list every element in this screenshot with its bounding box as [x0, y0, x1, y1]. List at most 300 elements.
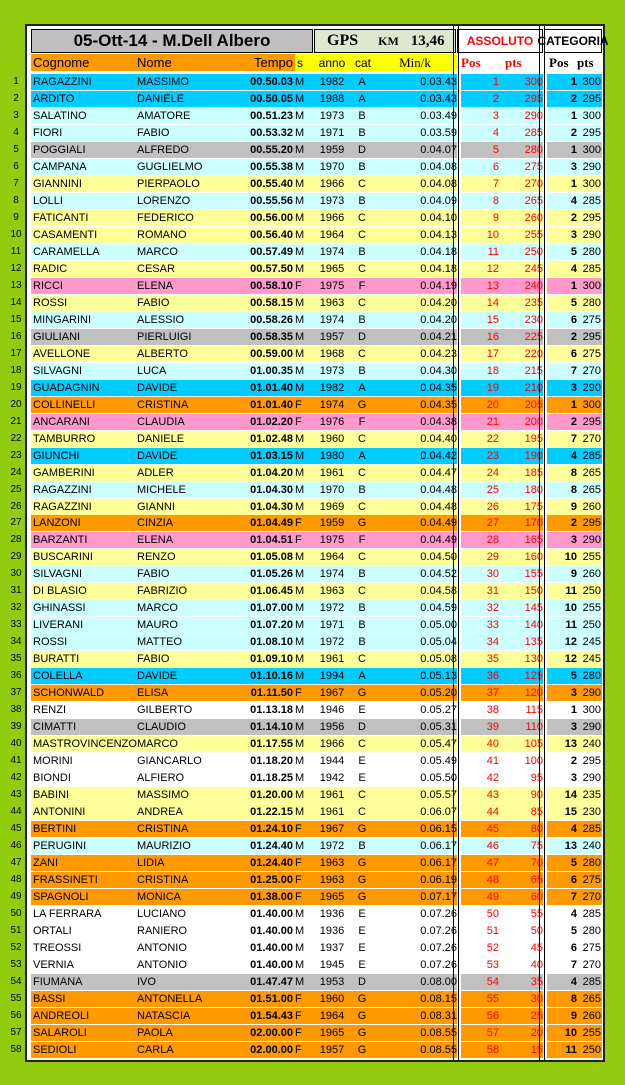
pts-cell: 180	[524, 483, 543, 496]
cat-pos-cell: 12	[564, 653, 577, 666]
row-number: 52	[10, 941, 22, 953]
pos-cell: 42	[486, 772, 499, 785]
sesso-cell: F	[295, 517, 302, 530]
tempo-cell: 01.24.10	[250, 823, 293, 836]
pos-cell: 11	[487, 245, 499, 258]
cognome-cell: FIORI	[33, 126, 63, 139]
col-sesso: s	[295, 54, 311, 71]
sesso-cell: F	[295, 687, 302, 700]
pos-cell: 41	[486, 755, 499, 768]
pos-cell: 10	[486, 228, 499, 241]
tempo-cell: 00.57.50	[250, 262, 293, 275]
pos-cell: 31	[486, 585, 499, 598]
tempo-cell: 01.18.25	[250, 772, 293, 785]
cat-pos-cell: 14	[564, 789, 577, 802]
sesso-cell: M	[295, 330, 305, 343]
pts-cell: 185	[524, 466, 543, 479]
cat-cell: D	[358, 721, 366, 734]
cat-pts-cell: 300	[582, 76, 601, 88]
nome-cell: FABIO	[137, 568, 170, 581]
pts-cell: 110	[525, 721, 543, 734]
tempo-cell: 01.51.00	[250, 992, 293, 1005]
tempo-cell: 00.58.10	[250, 279, 293, 292]
cat-cell: C	[358, 347, 366, 360]
cat-cell: A	[358, 92, 366, 105]
pts-cell: 225	[524, 330, 543, 343]
tempo-cell: 01.20.00	[250, 789, 293, 802]
cat-pts-cell: 285	[582, 908, 601, 921]
mink-cell: 0.05.31	[420, 721, 457, 734]
cat-pos-cell: 7	[570, 364, 577, 377]
mink-cell: 0.03.59	[420, 126, 457, 139]
cat-cell: C	[358, 738, 366, 751]
cat-pos-cell: 7	[570, 432, 577, 445]
table-row	[10, 787, 602, 803]
sesso-cell: M	[295, 126, 305, 139]
sesso-cell: M	[295, 364, 305, 377]
cat-cell: B	[358, 364, 366, 377]
row-number: 27	[10, 517, 22, 529]
cognome-cell: RAGAZZINI	[33, 500, 92, 513]
cat-pts-cell: 290	[582, 687, 601, 700]
pos-cell: 35	[486, 653, 499, 666]
table-row	[13, 125, 602, 141]
mink-cell: 0.03.43	[420, 92, 457, 105]
cat-cell: B	[358, 619, 366, 632]
categoria-header: CATEGORIA	[544, 29, 602, 53]
cognome-cell: ANCARANI	[33, 415, 90, 428]
cat-cell: B	[358, 313, 366, 326]
km-value: 13,46	[410, 32, 445, 49]
pos-cell: 9	[492, 211, 499, 224]
cat-pos-cell: 11	[565, 619, 577, 632]
sesso-cell: M	[295, 721, 305, 734]
pts-cell: 160	[524, 551, 543, 564]
table-row	[10, 736, 602, 752]
table-row	[10, 227, 602, 243]
cat-pos-cell: 2	[570, 415, 577, 428]
cat-pts-cell: 270	[582, 958, 601, 971]
cat-cell: C	[358, 585, 366, 598]
row-number: 44	[10, 806, 22, 818]
nome-cell: FABIO	[137, 126, 170, 139]
cat-cell: E	[358, 958, 366, 971]
nome-cell: GUGLIELMO	[137, 160, 203, 173]
cat-pos-cell: 1	[570, 279, 577, 292]
cat-pts-cell: 260	[582, 1009, 601, 1022]
cognome-cell: BASSI	[33, 992, 66, 1005]
cognome-cell: CAMPANA	[33, 160, 87, 173]
cognome-cell: MINGARINI	[33, 313, 92, 326]
row-number: 40	[10, 738, 22, 750]
anno-cell: 1959	[319, 143, 345, 156]
mink-cell: 0.04.08	[420, 177, 457, 190]
table-row	[10, 549, 602, 565]
sesso-cell: M	[295, 840, 305, 853]
cat-pos-cell: 3	[570, 381, 577, 394]
pos-cell: 38	[486, 704, 499, 717]
cat-cell: B	[358, 126, 366, 139]
cat-cell: G	[357, 1009, 367, 1022]
table-row	[10, 991, 602, 1007]
tempo-cell: 01.13.18	[250, 704, 293, 717]
cat-cell: C	[358, 432, 366, 445]
sesso-cell: F	[295, 279, 302, 292]
anno-cell: 1994	[319, 670, 345, 683]
cat-pos-cell: 5	[570, 857, 577, 870]
cat-cell: A	[358, 449, 366, 462]
cat-pts-cell: 260	[582, 500, 601, 513]
mink-cell: 0.04.50	[420, 551, 457, 564]
cognome-cell: RENZI	[33, 704, 66, 717]
sesso-cell: M	[295, 228, 305, 241]
cat-cell: D	[358, 975, 366, 988]
cognome-cell: SCHONWALD	[33, 687, 105, 700]
table-row	[10, 770, 602, 786]
pts-cell: 245	[524, 262, 543, 275]
cat-pos-cell: 13	[564, 840, 577, 853]
anno-cell: 1944	[319, 755, 345, 768]
table-row	[10, 312, 602, 328]
nome-cell: CLAUDIA	[137, 415, 185, 428]
tempo-cell: 01.04.30	[250, 483, 293, 496]
pts-cell: 210	[524, 381, 543, 394]
cat-cell: G	[357, 891, 367, 904]
cat-cell: E	[358, 772, 366, 785]
sesso-cell: M	[295, 347, 305, 360]
sesso-cell: M	[295, 211, 305, 224]
sesso-cell: M	[295, 908, 305, 921]
pts-cell: 195	[524, 432, 543, 445]
cat-pos-cell: 4	[570, 449, 577, 462]
cat-pos-cell: 12	[564, 636, 577, 649]
cognome-cell: RAGAZZINI	[33, 76, 92, 88]
cat-pos-cell: 3	[570, 534, 577, 547]
sesso-cell: F	[295, 857, 302, 870]
sesso-cell: M	[295, 568, 305, 581]
cat-cell: B	[358, 602, 366, 615]
table-row	[10, 499, 602, 515]
pts-cell: 215	[524, 364, 543, 377]
cat-cell: B	[358, 568, 366, 581]
cat-cell: A	[358, 670, 366, 683]
mink-cell: 0.04.47	[420, 466, 457, 479]
cat-cell: E	[358, 941, 366, 954]
pos-cell: 21	[486, 415, 499, 428]
cat-cell: F	[358, 534, 366, 547]
pts-cell: 145	[524, 602, 543, 615]
mink-cell: 0.06.07	[420, 806, 457, 819]
tempo-cell: 01.09.10	[250, 653, 293, 666]
table-row	[10, 753, 602, 769]
cat-pos-cell: 10	[564, 551, 577, 564]
sesso-cell: M	[295, 296, 305, 309]
sesso-cell: M	[295, 432, 305, 445]
pos-cell: 6	[492, 160, 499, 173]
cat-cell: C	[358, 551, 366, 564]
nome-cell: ADLER	[137, 466, 174, 479]
tempo-cell: 00.55.38	[250, 160, 293, 173]
pts-cell: 290	[524, 109, 543, 122]
pts-cell: 95	[530, 772, 543, 785]
table-row	[13, 142, 602, 158]
cognome-cell: LIVERANI	[33, 619, 84, 632]
cat-cell: B	[358, 109, 366, 122]
tempo-cell: 01.08.10	[250, 636, 293, 649]
table-row	[10, 889, 602, 905]
table-row	[10, 380, 602, 396]
row-number: 33	[10, 619, 22, 631]
anno-cell: 1971	[319, 619, 345, 632]
cat-pts-cell: 295	[582, 92, 601, 105]
nome-cell: CARLA	[137, 1043, 174, 1056]
table-row	[10, 855, 602, 871]
cat-pts-cell: 275	[582, 347, 601, 360]
pts-cell: 255	[524, 228, 543, 241]
anno-cell: 1980	[319, 449, 345, 462]
pos-cell: 4	[492, 126, 499, 139]
cat-pos-cell: 6	[570, 347, 577, 360]
tempo-cell: 01.24.40	[250, 857, 293, 870]
cat-cell: C	[358, 789, 366, 802]
mink-cell: 0.04.08	[420, 160, 457, 173]
cat-pos-cell: 11	[565, 585, 577, 598]
cognome-cell: MASTROVINCENZO	[33, 738, 137, 751]
mink-cell: 0.04.18	[420, 245, 457, 258]
nome-cell: ROMANO	[137, 228, 187, 241]
cognome-cell: LA FERRARA	[33, 908, 102, 921]
mink-cell: 0.07.26	[420, 958, 457, 971]
sesso-cell: F	[295, 823, 302, 836]
pts-cell: 55	[530, 908, 543, 921]
mink-cell: 0.04.35	[420, 381, 457, 394]
cat-cell: C	[358, 296, 366, 309]
pos-cell: 29	[486, 551, 499, 564]
pts-cell: 295	[524, 92, 543, 105]
tempo-cell: 00.50.03	[250, 76, 293, 88]
row-number: 5	[13, 143, 19, 155]
table-row	[13, 210, 602, 226]
cat-pts-cell: 290	[582, 160, 601, 173]
pos-cell: 53	[486, 958, 499, 971]
sesso-cell: M	[295, 262, 305, 275]
tempo-cell: 00.51.23	[250, 109, 293, 122]
table-row	[13, 159, 602, 175]
cat-cell: G	[357, 687, 367, 700]
mink-cell: 0.05.20	[420, 687, 457, 700]
pts-cell: 125	[524, 670, 543, 683]
pos-cell: 54	[486, 975, 499, 988]
table-row	[10, 515, 602, 531]
pos-cell: 51	[486, 925, 499, 937]
anno-cell: 1963	[319, 296, 345, 309]
cat-pos-cell: 15	[564, 806, 577, 819]
table-row	[10, 566, 602, 582]
pts-cell: 30	[530, 992, 543, 1005]
cat-pts-cell: 275	[582, 941, 601, 954]
tempo-cell: 01.05.26	[250, 568, 293, 581]
pos-cell: 12	[486, 262, 499, 275]
sesso-cell: M	[295, 704, 305, 717]
anno-cell: 1974	[319, 313, 345, 326]
nome-cell: ELENA	[137, 534, 174, 547]
cat-pos-cell: 10	[564, 1026, 577, 1039]
pos-cell: 52	[486, 941, 499, 954]
cognome-cell: SILVAGNI	[33, 568, 83, 581]
cognome-cell: COLELLA	[33, 670, 83, 683]
cognome-cell: COLLINELLI	[33, 398, 96, 411]
pts-cell: 250	[524, 245, 543, 258]
cognome-cell: GUADAGNIN	[33, 381, 100, 394]
mink-cell: 0.05.27	[420, 704, 457, 717]
cat-pts-cell: 265	[582, 992, 601, 1005]
cognome-cell: BIONDI	[33, 772, 71, 785]
pos-cell: 19	[486, 381, 499, 394]
cat-cell: G	[357, 823, 367, 836]
anno-cell: 1956	[319, 721, 345, 734]
cat-pts-cell: 285	[582, 449, 601, 462]
tempo-cell: 02.00.00	[250, 1026, 293, 1039]
table-row	[10, 278, 602, 294]
table-row	[10, 651, 602, 667]
sesso-cell: M	[295, 602, 305, 615]
pos-cell: 22	[486, 432, 499, 445]
cat-cell: C	[358, 262, 366, 275]
cat-pts-cell: 285	[582, 823, 601, 836]
col-cat-pts: pts	[577, 54, 594, 70]
tempo-cell: 01.22.15	[250, 806, 293, 819]
anno-cell: 1957	[319, 1043, 345, 1056]
sesso-cell: M	[295, 76, 305, 88]
cat-pos-cell: 6	[570, 941, 577, 954]
table-row	[10, 583, 602, 599]
sesso-cell: M	[295, 636, 305, 649]
cognome-cell: TAMBURRO	[33, 432, 96, 445]
tempo-cell: 01.40.00	[250, 941, 293, 954]
pts-cell: 90	[530, 789, 543, 802]
cat-pts-cell: 290	[582, 534, 601, 547]
nome-cell: RENZO	[137, 551, 176, 564]
anno-cell: 1967	[319, 823, 345, 836]
pts-cell: 165	[524, 534, 543, 547]
cognome-cell: SALAROLI	[33, 1026, 87, 1039]
cat-pts-cell: 250	[582, 619, 601, 632]
cat-pos-cell: 10	[564, 602, 577, 615]
pts-cell: 25	[530, 1009, 543, 1022]
row-number: 9	[13, 211, 19, 223]
tempo-cell: 01.47.47	[250, 975, 293, 988]
anno-cell: 1965	[319, 1026, 345, 1039]
col-pos: Pos	[461, 54, 481, 70]
row-number: 49	[10, 891, 22, 903]
sesso-cell: M	[295, 245, 305, 258]
tempo-cell: 00.53.32	[250, 126, 293, 139]
sesso-cell: M	[295, 194, 305, 207]
pos-cell: 45	[486, 823, 499, 836]
race-title: 05-Ott-14 - M.Dell Albero	[31, 29, 313, 53]
row-number: 24	[10, 466, 22, 478]
cat-pos-cell: 4	[570, 908, 577, 921]
tempo-cell: 00.58.26	[250, 313, 293, 326]
cognome-cell: SILVAGNI	[33, 364, 83, 377]
sesso-cell: M	[295, 670, 305, 683]
tempo-cell: 00.56.40	[250, 228, 293, 241]
sesso-cell: M	[295, 755, 305, 768]
cat-pos-cell: 3	[570, 721, 577, 734]
anno-cell: 1966	[319, 211, 345, 224]
cat-pos-cell: 2	[570, 211, 577, 224]
mink-cell: 0.05.49	[420, 755, 457, 768]
anno-cell: 1964	[319, 551, 345, 564]
tempo-cell: 01.07.00	[250, 602, 293, 615]
mink-cell: 0.04.23	[420, 347, 457, 360]
tempo-cell: 01.14.10	[250, 721, 293, 734]
row-number: 15	[10, 313, 22, 325]
cat-cell: G	[357, 517, 367, 530]
mink-cell: 0.04.49	[420, 517, 457, 530]
nome-cell: ALFREDO	[137, 143, 189, 156]
mink-cell: 0.04.10	[420, 211, 457, 224]
table-row	[10, 872, 602, 888]
cat-pts-cell: 275	[582, 874, 601, 887]
nome-cell: MARCO	[137, 245, 178, 258]
cognome-cell: CIMATTI	[33, 721, 77, 734]
results-sheet	[10, 24, 609, 1062]
sesso-cell: F	[295, 415, 302, 428]
nome-cell: DAVIDE	[137, 381, 178, 394]
sesso-cell: M	[295, 551, 305, 564]
tempo-cell: 00.50.05	[250, 92, 293, 105]
table-row	[10, 363, 602, 379]
assoluto-header: ASSOLUTO	[457, 29, 543, 53]
table-row	[13, 176, 602, 192]
cat-pos-cell: 6	[570, 313, 577, 326]
mink-cell: 0.05.57	[420, 789, 457, 802]
sesso-cell: F	[295, 1026, 302, 1039]
tempo-cell: 01.02.48	[250, 432, 293, 445]
pts-cell: 80	[530, 823, 543, 836]
sesso-cell: M	[295, 738, 305, 751]
cat-pos-cell: 4	[570, 194, 577, 207]
pos-cell: 39	[486, 721, 499, 734]
nome-cell: ANDREA	[137, 806, 183, 819]
cat-pos-cell: 9	[570, 1009, 577, 1022]
pos-cell: 5	[492, 143, 499, 156]
cat-pts-cell: 260	[582, 568, 601, 581]
anno-cell: 1961	[319, 466, 345, 479]
pts-cell: 130	[524, 653, 543, 666]
cat-pos-cell: 7	[570, 958, 577, 971]
tempo-cell: 00.58.35	[250, 330, 293, 343]
tempo-cell: 01.40.00	[250, 908, 293, 921]
table-row	[10, 617, 602, 633]
pos-cell: 13	[486, 279, 499, 292]
pts-cell: 20	[530, 1026, 543, 1039]
anno-cell: 1967	[319, 687, 345, 700]
table-row	[10, 974, 602, 990]
mink-cell: 0.04.07	[420, 143, 457, 156]
row-number: 32	[10, 602, 22, 614]
tempo-cell: 01.38.00	[250, 891, 293, 904]
nome-cell: ALBERTO	[137, 347, 188, 360]
table-row	[10, 1008, 602, 1024]
cat-pts-cell: 300	[582, 279, 601, 292]
sesso-cell: F	[295, 534, 302, 547]
row-number: 45	[10, 823, 22, 835]
row-number: 20	[10, 398, 22, 410]
nome-cell: LUCIANO	[137, 908, 186, 921]
col-cognome: Cognome	[31, 54, 135, 71]
